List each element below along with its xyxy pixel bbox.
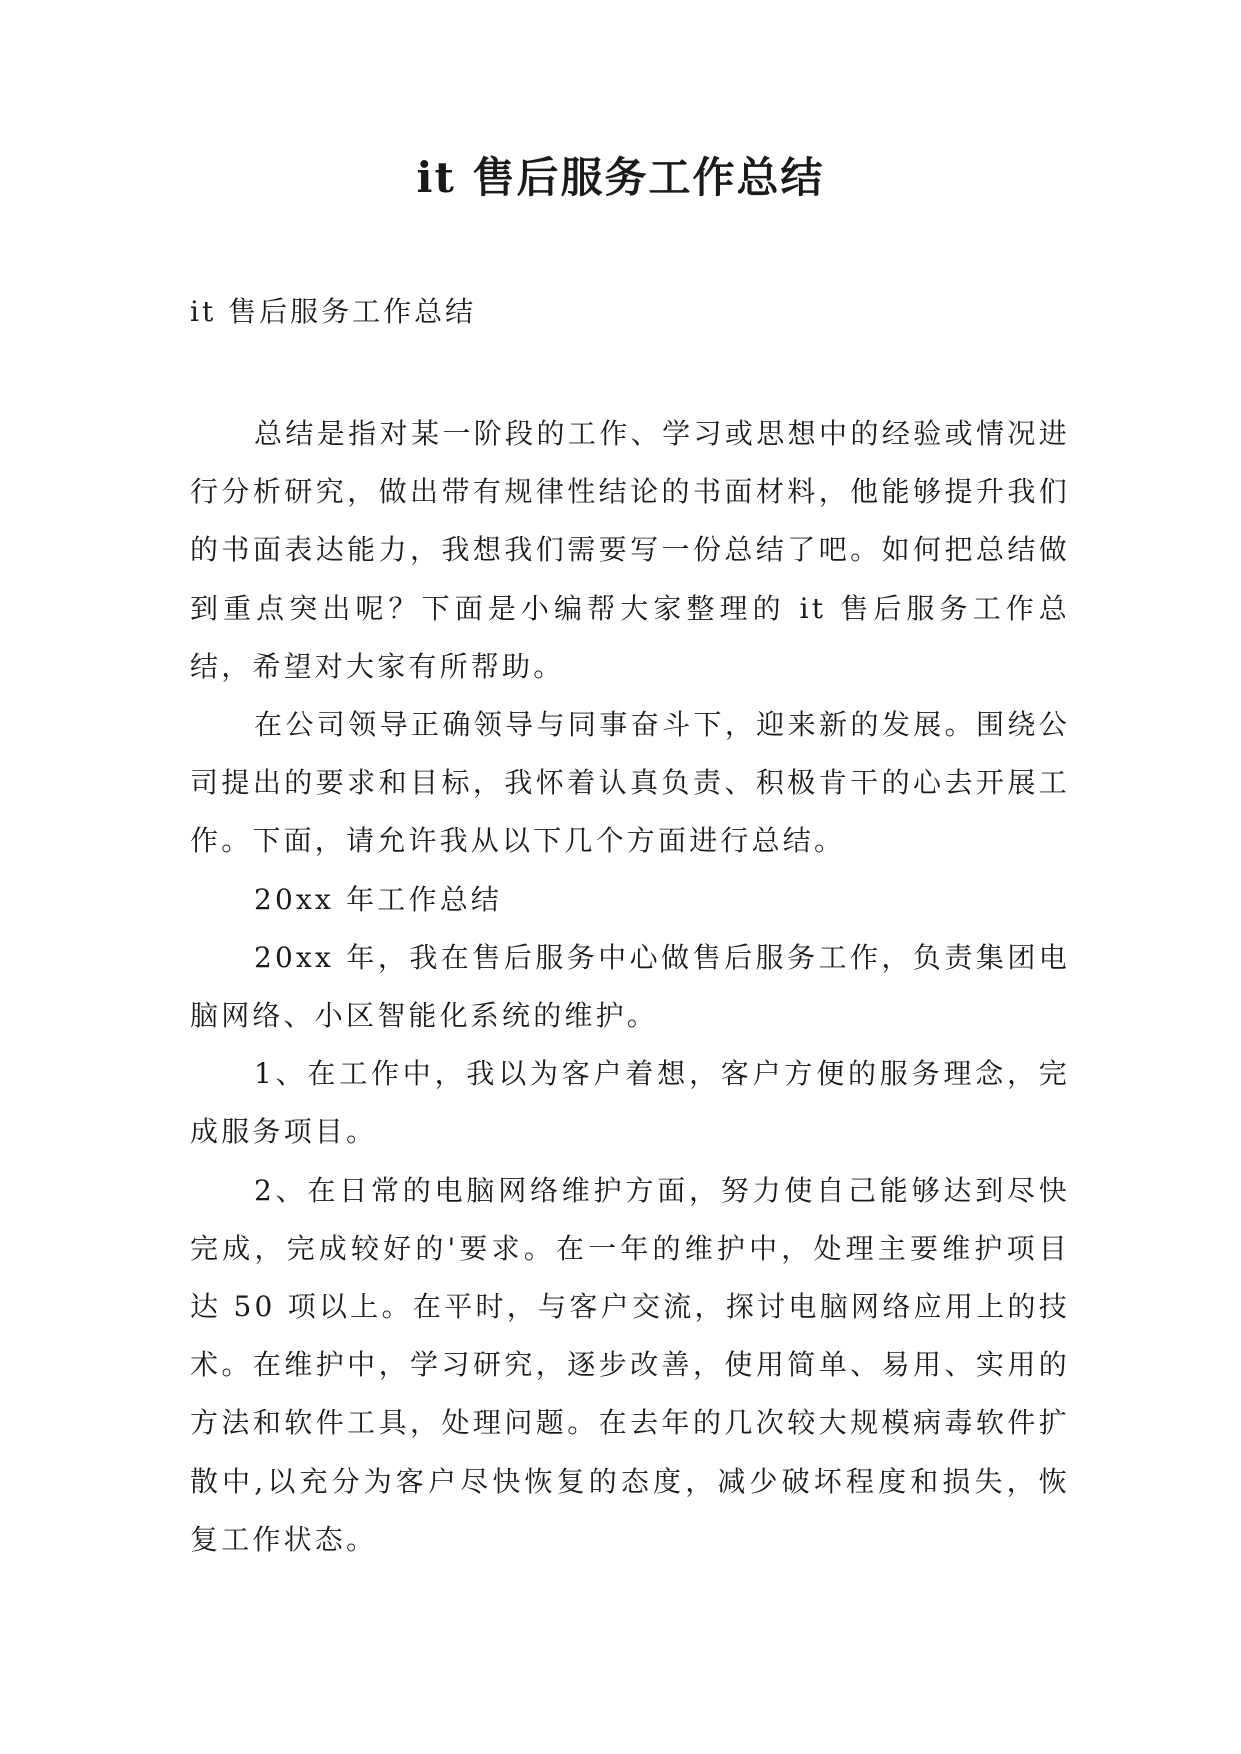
- document-title: it 售后服务工作总结: [416, 153, 825, 202]
- document-body: [190, 405, 1070, 1569]
- paragraph-item-2: 2、在日常的电脑网络维护方面，努力使自己能够达到尽快完成，完成较好的'要求。在一年的维护中，处理主要维护项目达 50 项以上。在平时，与客户交流，探讨电脑网络应用上的技术。在维护中，学习研究，逐步改善，使用简单、易用、实用的方法和软件工具，处理问题。在去年的几次较大规模病毒软件扩散中,以充分为客户尽快恢复的态度，减少破坏程度和损失，恢复工作状态。: [190, 1173, 1070, 1556]
- paragraph-role: 20xx 年，我在售后服务中心做售后服务工作，负责集团电脑网络、小区智能化系统的维护。: [190, 940, 1070, 1033]
- paragraph-intro: 总结是指对某一阶段的工作、学习或思想中的经验或情况进行分析研究，做出带有规律性结论的书面材料，他能够提升我们的书面表达能力，我想我们需要写一份总结了吧。如何把总结做到重点突出呢？下面是小编帮大家整理的 it 售后服务工作总结，希望对大家有所帮助。: [190, 417, 1070, 683]
- section-heading: 20xx 年工作总结: [254, 882, 503, 916]
- document-subtitle: it 售后服务工作总结: [190, 295, 477, 328]
- paragraph-item-1: 1、在工作中，我以为客户着想，客户方便的服务理念，完成服务项目。: [190, 1057, 1070, 1149]
- paragraph-background: 在公司领导正确领导与同事奋斗下，迎来新的发展。围绕公司提出的要求和目标，我怀着认真负责、积极肯干的心去开展工作。下面，请允许我从以下几个方面进行总结。: [190, 708, 1070, 858]
